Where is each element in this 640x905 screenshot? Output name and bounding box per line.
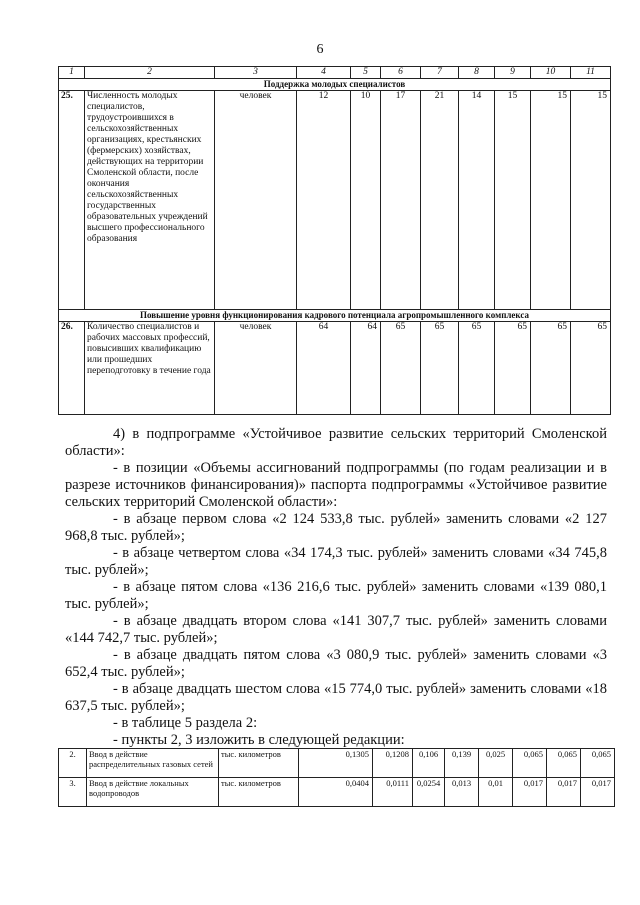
value-cell: 0,0254 [413, 778, 445, 807]
section-title: Повышение уровня функционирования кадрового потенциала агропромышленного комплекса [59, 310, 611, 322]
value-cell: 15 [571, 91, 611, 310]
section-row [59, 79, 611, 91]
row-number: 25. [59, 91, 85, 310]
value-cell: 0,025 [479, 749, 513, 778]
table-row [59, 91, 611, 310]
table-row [59, 322, 611, 415]
value-cell: 0,065 [547, 749, 581, 778]
value-cell: 17 [381, 91, 421, 310]
indicator-name: Ввод в действие распределительных газовых сетей [87, 749, 219, 778]
section-title: Поддержка молодых специалистов [59, 79, 611, 91]
paragraph: - в позиции «Объемы ассигнований подпрограммы (по годам реализации и в разрезе источников финансирования)» паспорта подпрограммы «Устойчивое развитие сельских территорий Смоленской области»: [65, 460, 607, 510]
header-cell: 10 [531, 67, 571, 79]
paragraph: 4) в подпрограмме «Устойчивое развитие сельских территорий Смоленской области»: [65, 426, 607, 459]
value-cell: 0,017 [581, 778, 615, 807]
header-cell: 7 [421, 67, 459, 79]
value-cell: 14 [459, 91, 495, 310]
value-cell: 0,139 [445, 749, 479, 778]
value-cell: 65 [531, 322, 571, 415]
unit-cell: человек [215, 322, 297, 415]
value-cell: 10 [351, 91, 381, 310]
value-cell: 65 [459, 322, 495, 415]
value-cell: 0,017 [547, 778, 581, 807]
paragraph: - пункты 2, 3 изложить в следующей редакции: [113, 732, 405, 748]
value-cell: 65 [421, 322, 459, 415]
program-table [58, 748, 615, 807]
unit-cell: тыс. километров [219, 778, 299, 807]
value-cell: 15 [495, 91, 531, 310]
value-cell: 0,106 [413, 749, 445, 778]
paragraph: - в абзаце двадцать втором слова «141 307,7 тыс. рублей» заменить словами «144 742,7 тыс. рублей»; [65, 613, 607, 646]
table-header-row [59, 67, 611, 79]
value-cell: 0,013 [445, 778, 479, 807]
value-cell: 12 [297, 91, 351, 310]
table-row [59, 778, 615, 807]
unit-cell: человек [215, 91, 297, 310]
value-cell: 21 [421, 91, 459, 310]
row-number: 26. [59, 322, 85, 415]
value-cell: 0,065 [581, 749, 615, 778]
paragraph: - в абзаце четвертом слова «34 174,3 тыс. рублей» заменить словами «34 745,8 тыс. рублей»; [65, 545, 607, 578]
header-cell: 9 [495, 67, 531, 79]
header-cell: 1 [59, 67, 85, 79]
paragraph: - в абзаце двадцать шестом слова «15 774,0 тыс. рублей» заменить словами «18 637,5 тыс. рублей»; [65, 681, 607, 714]
value-cell: 65 [381, 322, 421, 415]
paragraph: - в таблице 5 раздела 2: [113, 715, 258, 731]
header-cell: 11 [571, 67, 611, 79]
row-number: 3. [59, 778, 87, 807]
header-cell: 8 [459, 67, 495, 79]
paragraph: - в абзаце пятом слова «136 216,6 тыс. рублей» заменить словами «139 080,1 тыс. рублей»; [65, 579, 607, 612]
indicator-name: Численность молодых специалистов, трудоустроившихся в сельскохозяйственных организациях, крестьянских (фермерских) хозяйствах, действующих на территории Смоленской области, после окончания сельскохозяйственных государственных образовательных учреждений высшего профессионального образования [85, 91, 215, 310]
section-row [59, 310, 611, 322]
value-cell: 0,1305 [299, 749, 373, 778]
value-cell: 0,065 [513, 749, 547, 778]
value-cell: 0,0111 [373, 778, 413, 807]
value-cell: 0,01 [479, 778, 513, 807]
value-cell: 0,017 [513, 778, 547, 807]
row-number: 2. [59, 749, 87, 778]
value-cell: 15 [531, 91, 571, 310]
unit-cell: тыс. километров [219, 749, 299, 778]
value-cell: 65 [495, 322, 531, 415]
header-cell: 5 [351, 67, 381, 79]
indicator-name: Количество специалистов и рабочих массовых профессий, повысивших квалификацию или прошедших переподготовку в течение года [85, 322, 215, 415]
header-cell: 2 [85, 67, 215, 79]
value-cell: 65 [571, 322, 611, 415]
indicator-name: Ввод в действие локальных водопроводов [87, 778, 219, 807]
indicators-table [58, 66, 611, 415]
page-number: 6 [316, 42, 324, 57]
value-cell: 0,1208 [373, 749, 413, 778]
paragraph: - в абзаце первом слова «2 124 533,8 тыс. рублей» заменить словами «2 127 968,8 тыс. рублей»; [65, 511, 607, 544]
value-cell: 0,0404 [299, 778, 373, 807]
header-cell: 6 [381, 67, 421, 79]
table-row [59, 749, 615, 778]
value-cell: 64 [297, 322, 351, 415]
paragraph: - в абзаце двадцать пятом слова «3 080,9 тыс. рублей» заменить словами «3 652,4 тыс. рублей»; [65, 647, 607, 680]
value-cell: 64 [351, 322, 381, 415]
header-cell: 4 [297, 67, 351, 79]
header-cell: 3 [215, 67, 297, 79]
amendment-text [65, 426, 607, 749]
